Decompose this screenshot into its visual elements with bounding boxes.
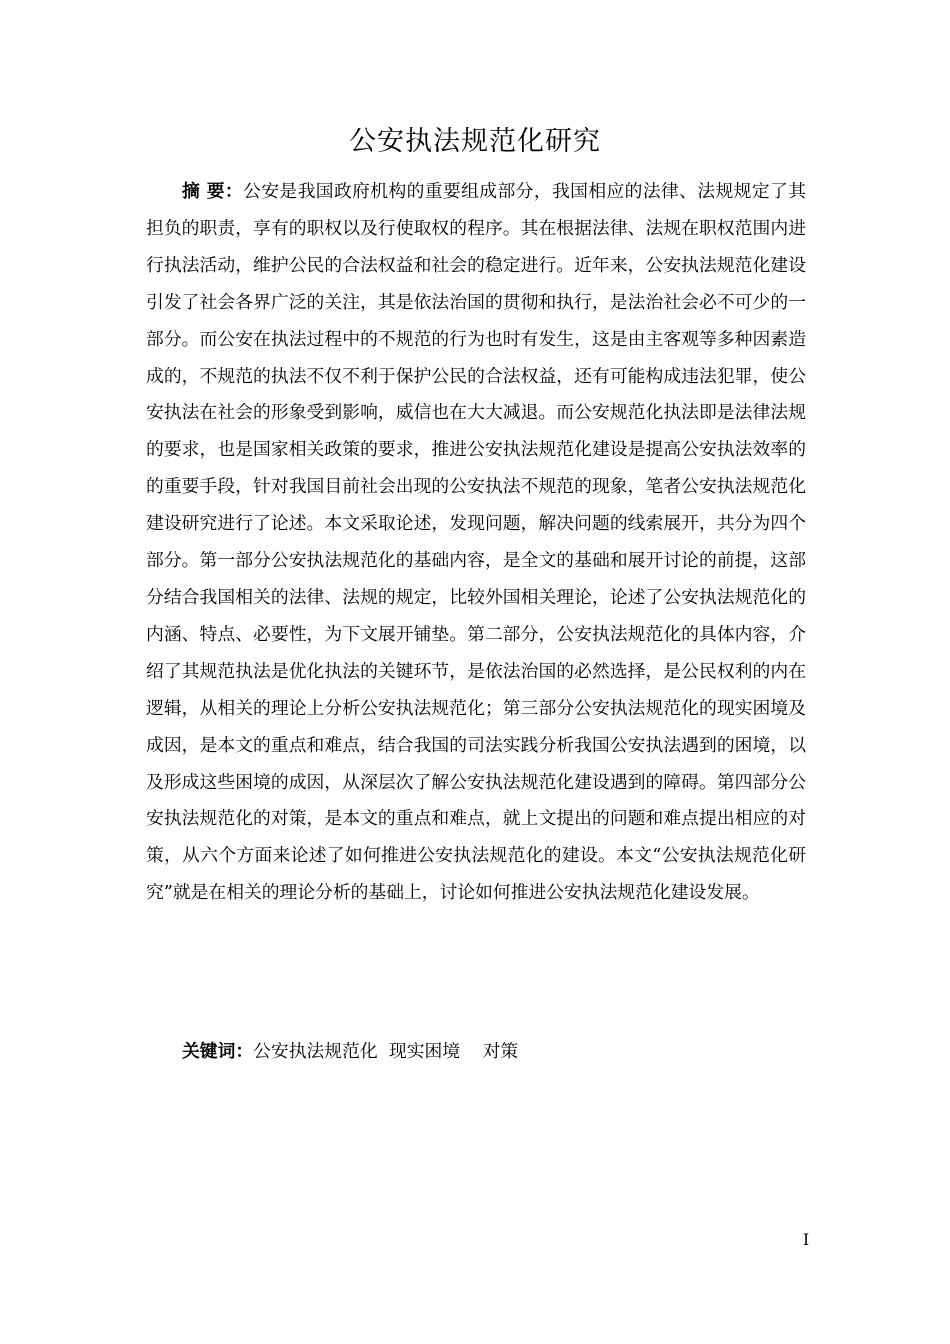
keywords-text: 公安执法规范化 现实困境 对策 — [253, 1041, 519, 1062]
keywords-line — [182, 1034, 802, 1070]
keywords-label: 关键词： — [182, 1041, 254, 1062]
abstract-text: 公安是我国政府机构的重要组成部分，我国相应的法律、法规规定了其担负的职责，享有的职权以及行使取权的程序。其在根据法律、法规在职权范围内进行执法活动，维护公民的合法权益和社会的稳定进行。近年来，公安执法规范化建设引发了社会各界广泛的关注，其是依法治国的贯彻和执行，是法治社会必不可少的一部分。而公安在执法过程中的不规范的行为也时有发生，这是由主客观等多种因素造成的，不规范的执法不仅不利于保护公民的合法权益，还有可能构成违法犯罪，使公安执法在社会的形象受到影响，威信也在大大减退。而公安规范化执法即是法律法规的要求，也是国家相关政策的要求，推进公安执法规范化建设是提高公安执法效率的的重要手段，针对我国目前社会出现的公安执法不规范的现象，笔者公安执法规范化建设研究进行了论述。本文采取论述，发现问题，解决问题的线索展开，共分为四个部分。第一部分公安执法规范化的基础内容，是全文的基础和展开讨论的前提，这部分结合我国相关的法律、法规的规定，比较外国相关理论，论述了公安执法规范化的内涵、特点、必要性，为下文展开铺垫。第二部分，公安执法规范化的具体内容，介绍了其规范执法是优化执法的关键环节，是依法治国的必然选择，是公民权利的内在逻辑，从相关的理论上分析公安执法规范化；第三部分公安执法规范化的现实困境及成因，是本文的重点和难点，结合我国的司法实践分析我国公安执法遇到的困境，以及形成这些困境的成因，从深层次了解公安执法规范化建设遇到的障碍。第四部分公安执法规范化的对策，是本文的重点和难点，就上文提出的问题和难点提出相应的对策，从六个方面来论述了如何推进公安执法规范化的建设。本文“公安执法规范化研究”就是在相关的理论分析的基础上，讨论如何推进公安执法规范化建设发展。 — [146, 181, 806, 904]
page-number: I — [802, 1230, 810, 1249]
abstract-paragraph — [146, 174, 806, 912]
page-title: 公安执法规范化研究 — [349, 126, 601, 157]
abstract-label: 摘 要： — [182, 181, 244, 202]
